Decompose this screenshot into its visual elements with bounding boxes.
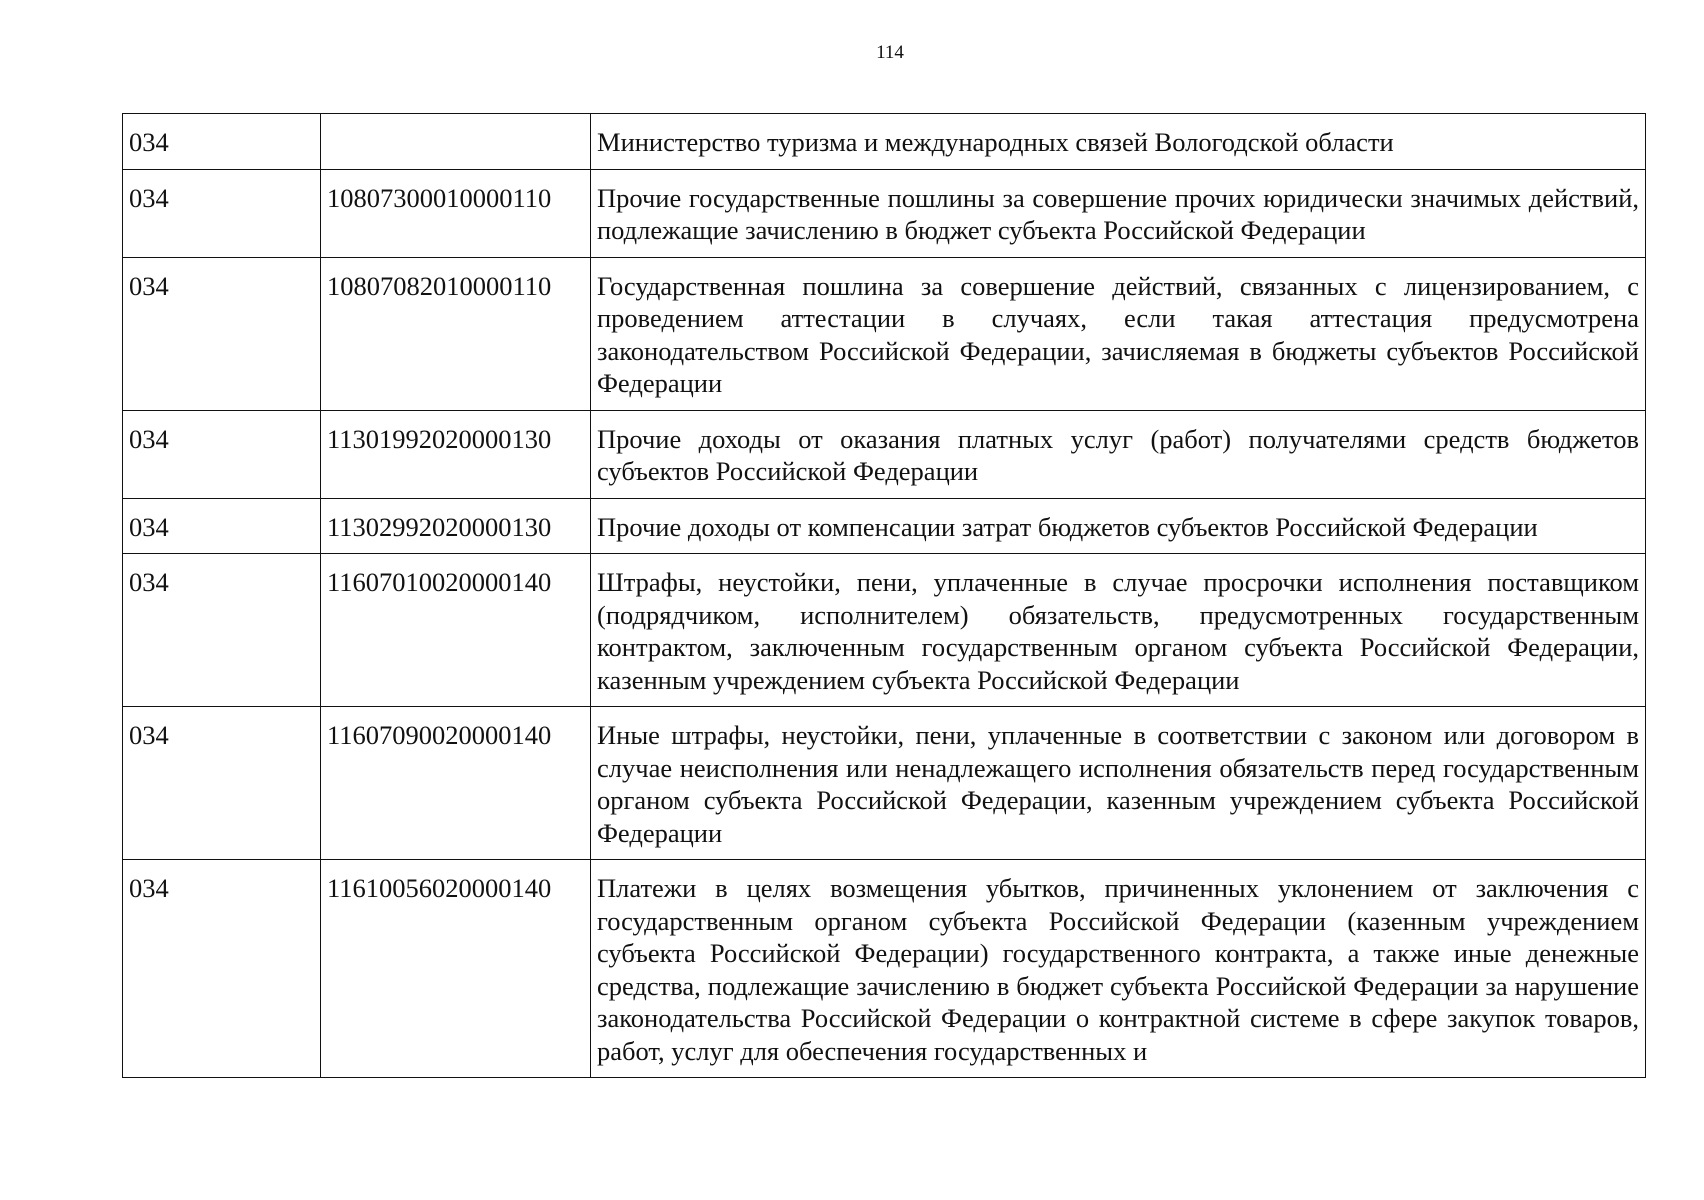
revenue-code-cell: 11607090020000140 (321, 707, 591, 860)
table-row (123, 498, 1646, 554)
revenue-code-cell: 11301992020000130 (321, 410, 591, 498)
revenue-codes-table (122, 113, 1646, 1078)
revenue-code-cell: 11610056020000140 (321, 860, 591, 1078)
revenue-name-cell: Штрафы, неустойки, пени, уплаченные в случае просрочки исполнения поставщиком (подрядчиком, исполнителем) обязательств, предусмотренных государственным контрактом, заключенным государственным органом субъекта Российской Федерации, казенным учреждением субъекта Российской Федерации (591, 554, 1646, 707)
admin-code-cell: 034 (123, 257, 321, 410)
revenue-name-cell: Прочие государственные пошлины за совершение прочих юридически значимых действий, подлежащие зачислению в бюджет субъекта Российской Федерации (591, 169, 1646, 257)
admin-code-cell: 034 (123, 554, 321, 707)
admin-code-cell: 034 (123, 860, 321, 1078)
revenue-name-cell: Платежи в целях возмещения убытков, причиненных уклонением от заключения с государственным органом субъекта Российской Федерации (казенным учреждением субъекта Российской Федерации) государственного контракта, а также иные денежные средства, подлежащие зачислению в бюджет субъекта Российской Федерации за нарушение законодательства Российской Федерации о контрактной системе в сфере закупок товаров, работ, услуг для обеспечения государственных и (591, 860, 1646, 1078)
page-number: 114 (876, 42, 904, 63)
revenue-code-cell: 10807300010000110 (321, 169, 591, 257)
admin-code-cell: 034 (123, 498, 321, 554)
admin-code-cell: 034 (123, 114, 321, 170)
table-row (123, 707, 1646, 860)
admin-code-cell: 034 (123, 169, 321, 257)
table-row (123, 860, 1646, 1078)
table-row (123, 257, 1646, 410)
revenue-name-cell: Государственная пошлина за совершение действий, связанных с лицензированием, с проведением аттестации в случаях, если такая аттестация предусмотрена законодательством Российской Федерации, зачисляемая в бюджеты субъектов Российской Федерации (591, 257, 1646, 410)
revenue-code-cell (321, 114, 591, 170)
revenue-code-cell: 10807082010000110 (321, 257, 591, 410)
table-row (123, 114, 1646, 170)
table-row (123, 410, 1646, 498)
revenue-name-cell: Прочие доходы от компенсации затрат бюджетов субъектов Российской Федерации (591, 498, 1646, 554)
revenue-name-cell: Министерство туризма и международных связей Вологодской области (591, 114, 1646, 170)
revenue-code-cell: 11607010020000140 (321, 554, 591, 707)
admin-code-cell: 034 (123, 707, 321, 860)
table-row (123, 169, 1646, 257)
revenue-name-cell: Прочие доходы от оказания платных услуг (работ) получателями средств бюджетов субъектов Российской Федерации (591, 410, 1646, 498)
revenue-code-cell: 11302992020000130 (321, 498, 591, 554)
admin-code-cell: 034 (123, 410, 321, 498)
table-row (123, 554, 1646, 707)
revenue-name-cell: Иные штрафы, неустойки, пени, уплаченные в соответствии с законом или договором в случае неисполнения или ненадлежащего исполнения обязательств перед государственным органом субъекта Российской Федерации, казенным учреждением субъекта Российской Федерации (591, 707, 1646, 860)
